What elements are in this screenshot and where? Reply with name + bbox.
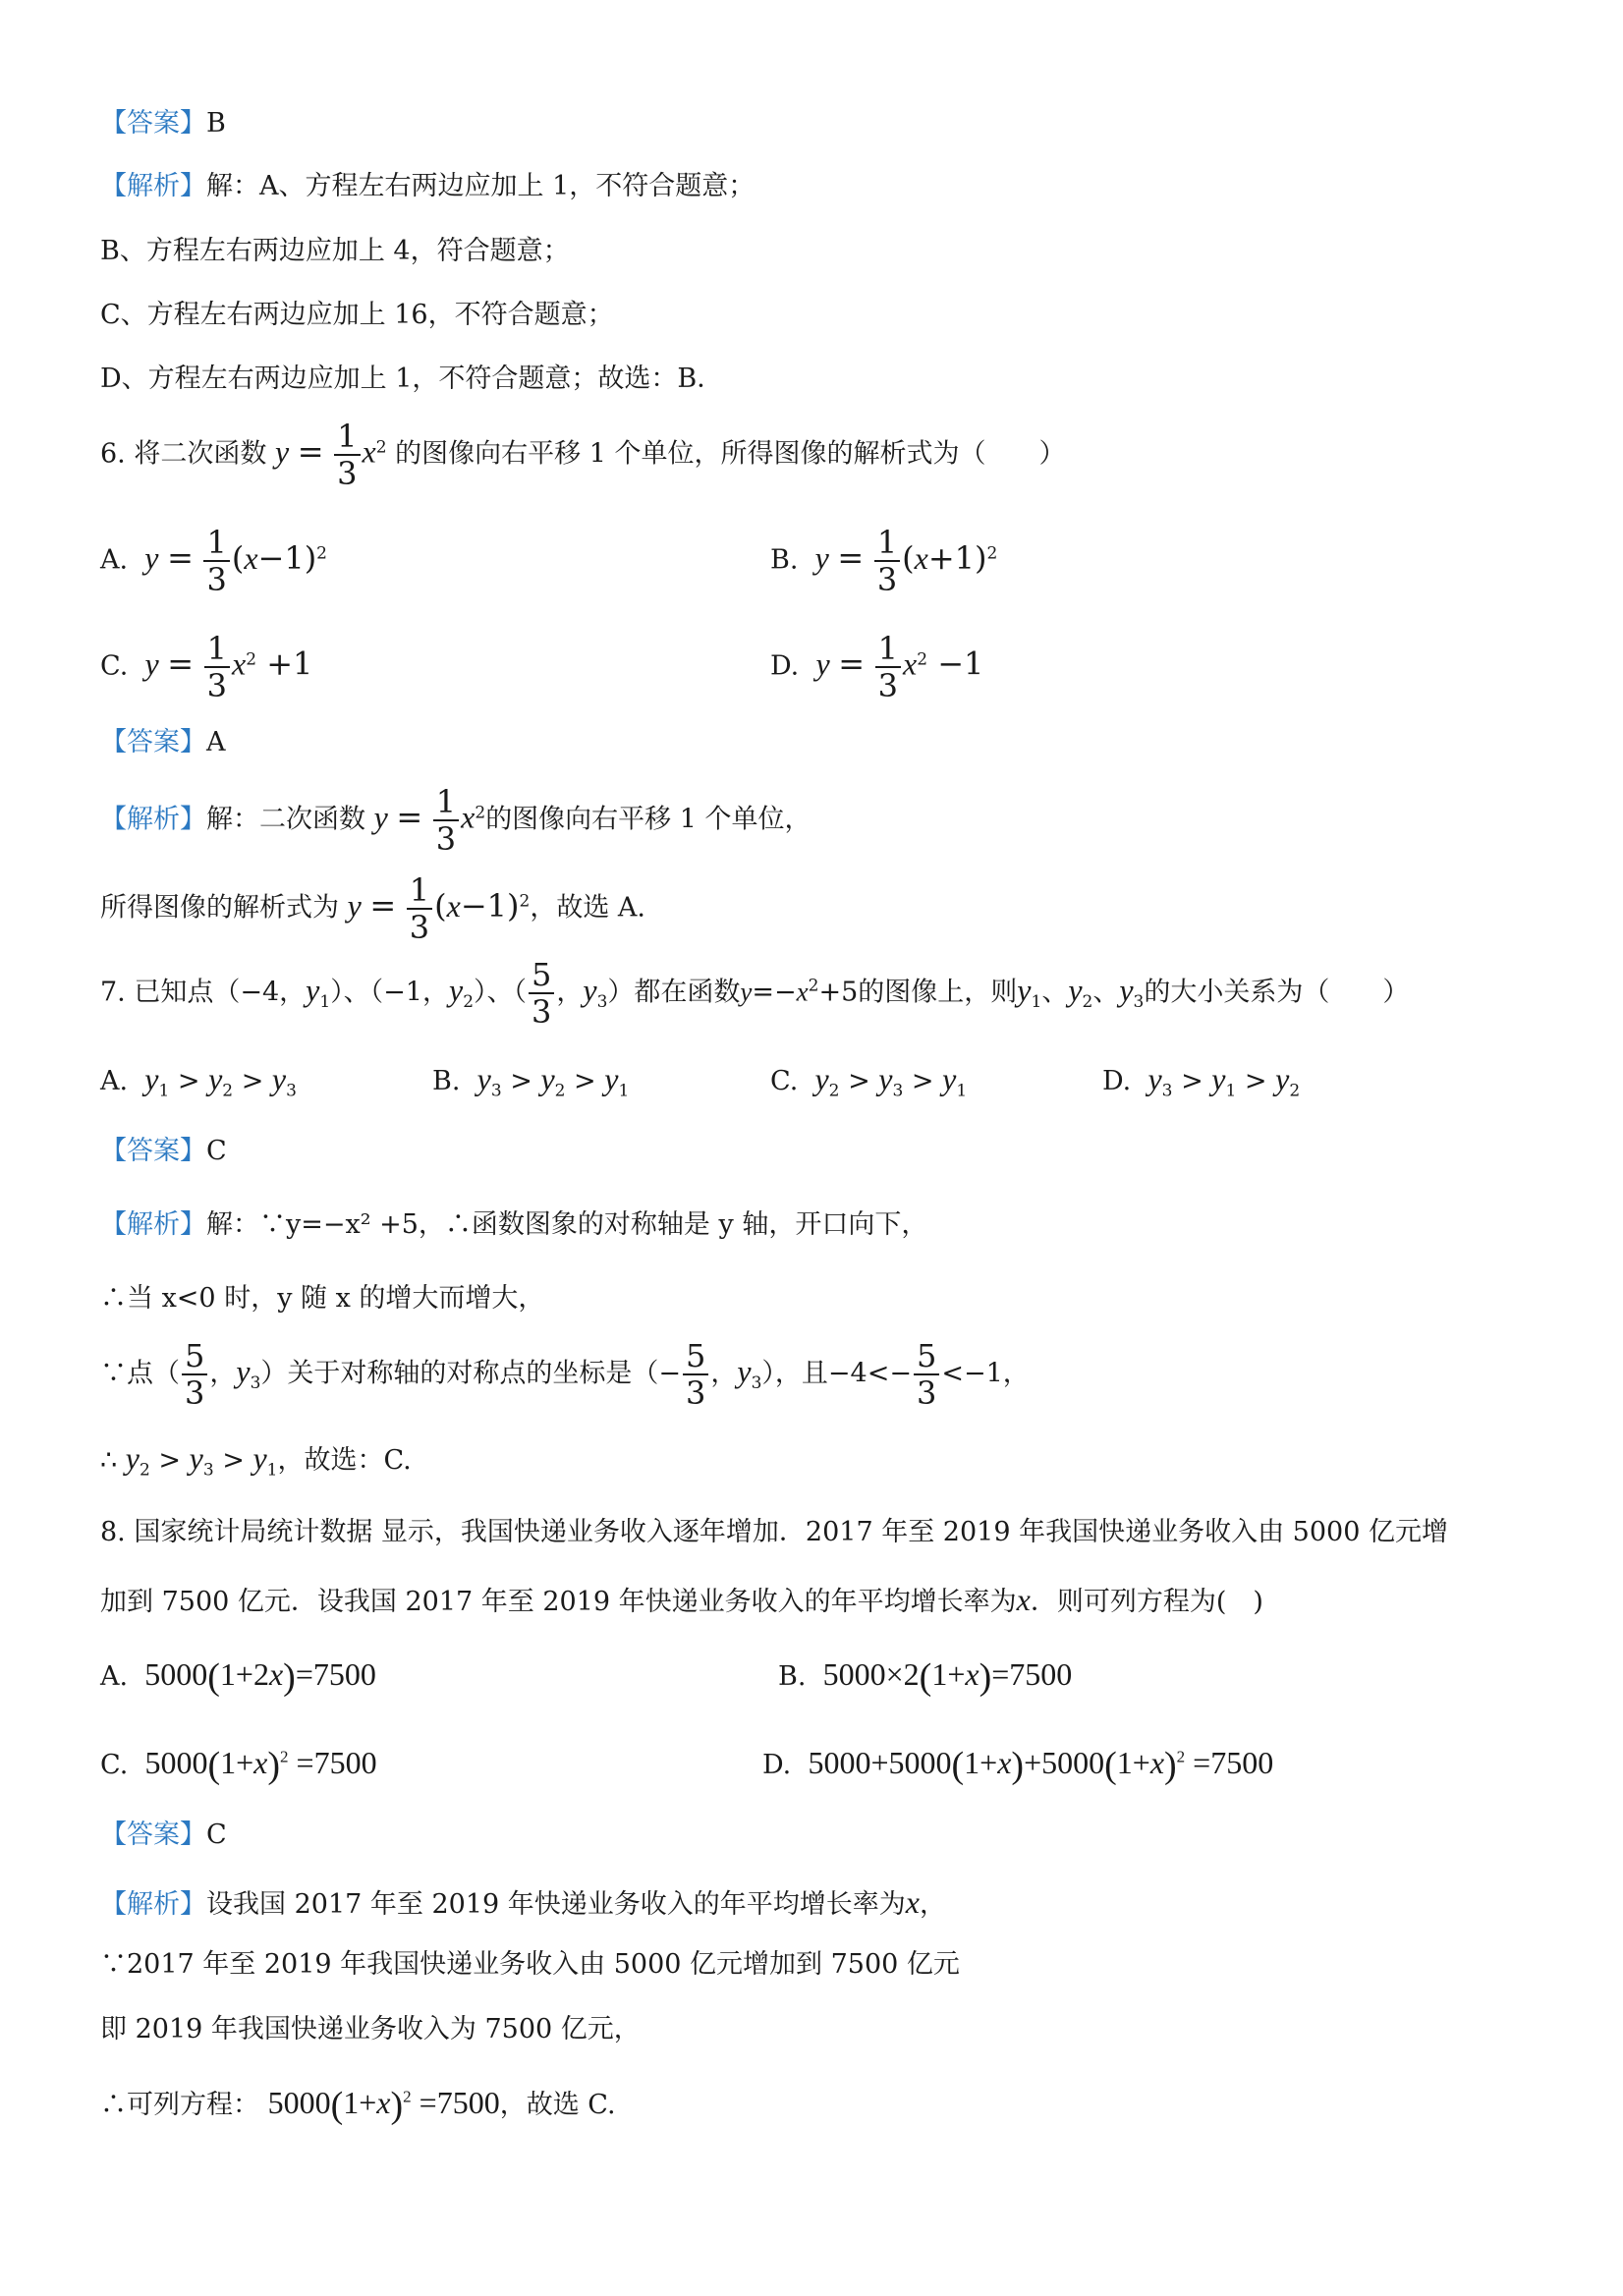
option-label: C. — [770, 1066, 799, 1096]
option-label: D. — [762, 1750, 792, 1780]
analysis-line: ∴ $y_2 > y_3 > y_1$，故选：C. — [100, 1440, 412, 1481]
question-8: 8. 国家统计局统计数据 显示，我国快递业务收入逐年增加．2017 年至 2019 年我国快递业务收入由 5000 亿元增 — [100, 1517, 1448, 1547]
analysis-text: ，故选 A. — [530, 892, 645, 924]
question-text: 的图像上，则 — [858, 977, 1018, 1008]
analysis-text: 解：二次函数 — [206, 804, 365, 835]
question-6: 6. 将二次函数 y = $\frac{1}{3}$ $x^2$ 的图像向右平移 1 个单位，所得图像的解析式为（ ） — [100, 418, 1066, 492]
analysis-text: 解：A、方程左右两边应加上 1，不符合题意； — [206, 171, 756, 201]
question-text: 加到 7500 亿元．设我国 2017 年至 2019 年快递业务收入的年平均增长率为 — [100, 1587, 1017, 1617]
analysis-line: ∵2017 年至 2019 年我国快递业务收入由 5000 亿元增加到 7500 亿元 — [100, 1949, 960, 1980]
answer-tag: 【答案】 — [100, 1136, 206, 1166]
option-label: A. — [100, 544, 129, 576]
analysis-text: 的图像向右平移 1 个单位， — [485, 804, 812, 835]
question-text: 的图像向右平移 1 个单位，所得图像的解析式为（ ） — [395, 438, 1066, 470]
analysis-tag: 【解析】 — [100, 804, 206, 835]
option-label: C. — [100, 650, 129, 682]
analysis-line: ∴当 x<0 时，y 随 x 的增大而增大， — [100, 1283, 545, 1314]
analysis-line: C、方程左右两边应加上 16，不符合题意； — [100, 300, 614, 330]
answer-text: C — [206, 1820, 227, 1850]
answer-tag: 【答案】 — [100, 1820, 206, 1850]
option-label: A. — [100, 1066, 129, 1096]
analysis-text: ∵点（ — [100, 1358, 180, 1389]
question-8-line2 — [100, 1584, 1263, 1615]
analysis-line: ∴可列方程： $5000(1+x)^2 =7500$，故选 C. — [100, 2085, 616, 2126]
analysis-line: B、方程左右两边应加上 4，符合题意； — [100, 236, 570, 266]
option-d: D. $y_3 > y_1 > y_2$ — [1102, 1061, 1301, 1101]
answer-text: A — [206, 727, 226, 757]
analysis-line — [100, 1211, 927, 1238]
analysis-tag: 【解析】 — [100, 1889, 206, 1920]
option-label: B. — [778, 1661, 807, 1692]
option-c: C. $5000(1+x)^2 =7500$ — [100, 1745, 377, 1786]
option-a: A. y = $\frac{1}{3}$ $(x-1)^2$ — [100, 524, 327, 598]
answer-line — [100, 1821, 227, 1848]
analysis-text: 所得图像的解析式为 — [100, 892, 339, 924]
option-label: D. — [1102, 1066, 1132, 1096]
option-d: D. y = $\frac{1}{3}$ $x^2 -1$ — [770, 630, 984, 704]
analysis-tag: 【解析】 — [100, 1209, 206, 1240]
analysis-line — [100, 1886, 946, 1918]
analysis-text: ），且−4<− — [761, 1358, 912, 1389]
analysis-text: 设我国 2017 年至 2019 年快递业务收入的年平均增长率为 — [206, 1889, 906, 1920]
option-a: A. 5000(1+2x)=7500 — [100, 1656, 376, 1698]
question-text: 的大小关系为（ ） — [1144, 977, 1410, 1008]
analysis-text: ∴可列方程： — [100, 2090, 259, 2120]
answer-text: C — [206, 1136, 227, 1166]
question-text: ．则可列方程为( ) — [1030, 1587, 1263, 1617]
option-d: D. $5000+5000(1+x)+5000(1+x)^2 =7500$ — [762, 1745, 1274, 1786]
analysis-line: 【解析】解：二次函数 y = $\frac{1}{3}$ $x^2$的图像向右平移 1 个单位， — [100, 783, 812, 858]
answer-line — [100, 1138, 227, 1164]
question-text: ， — [556, 977, 584, 1008]
analysis-tag: 【解析】 — [100, 171, 206, 201]
analysis-text: ， — [710, 1358, 738, 1389]
analysis-line: ∵点（ $\frac{5}{3}$ ，$y_3$）关于对称轴的对称点的坐标是（− $\frac{5}{3}$ ，$y_3$），且−4<− $\frac{5}{3}$ <−1， — [100, 1337, 1030, 1412]
analysis-text: <−1， — [941, 1358, 1030, 1389]
variable: x — [1016, 1582, 1031, 1617]
question-7: 7. 已知点（−4，$y_1$）、（−1，$y_2$）、（ $\frac{5}{3}$ ，$y_3$）都在函数$y=-x^2+5$的图像上，则$y_1$、$y_2$、$y_3$的大小关系为（ ） — [100, 956, 1410, 1031]
question-text: ）、（−1， — [330, 977, 449, 1008]
analysis-text: ∴ — [100, 1445, 118, 1476]
analysis-line: 所得图像的解析式为 y = $\frac{1}{3}$ $(x-1)^2$，故选 A. — [100, 871, 645, 946]
option-label: A. — [100, 1661, 129, 1692]
analysis-line: D、方程左右两边应加上 1，不符合题意；故选：B． — [100, 364, 724, 394]
question-text: ）都在函数 — [607, 977, 741, 1008]
option-label: D. — [770, 650, 800, 682]
answer-tag: 【答案】 — [100, 727, 206, 757]
option-b: B. y = $\frac{1}{3}$ $(x+1)^2$ — [770, 524, 998, 598]
option-a: A. $y_1 > y_2 > y_3$ — [100, 1061, 297, 1101]
analysis-text: ，故选：C. — [277, 1445, 412, 1476]
question-text: 7. 已知点（−4， — [100, 977, 307, 1008]
answer-line — [100, 729, 226, 756]
variable: x — [905, 1884, 920, 1920]
analysis-text: ， — [919, 1889, 946, 1920]
analysis-text: 解：∵y=−x² +5，∴函数图象的对称轴是 y 轴，开口向下， — [206, 1209, 928, 1240]
analysis-text: ，故选 C. — [499, 2090, 616, 2120]
answer-line — [100, 110, 226, 137]
analysis-text: ）关于对称轴的对称点的坐标是（− — [260, 1358, 682, 1389]
option-label: B. — [770, 544, 799, 576]
option-c: C. $y_2 > y_3 > y_1$ — [770, 1061, 968, 1101]
fraction: $\frac{1}{3}$ — [334, 420, 360, 489]
option-b: B. 5000×2(1+x)=7500 — [778, 1656, 1073, 1698]
option-label: C. — [100, 1750, 129, 1780]
option-b: B. $y_3 > y_2 > y_1$ — [432, 1061, 630, 1101]
answer-text: B — [206, 108, 226, 139]
answer-tag: 【答案】 — [100, 108, 206, 139]
question-text: ）、（ — [474, 977, 528, 1008]
analysis-line: 即 2019 年我国快递业务收入为 7500 亿元， — [100, 2014, 641, 2044]
analysis-text: ， — [209, 1358, 237, 1389]
analysis-line — [100, 173, 755, 199]
option-c: C. y = $\frac{1}{3}$ $x^2 +1$ — [100, 630, 313, 704]
option-label: B. — [432, 1066, 461, 1096]
question-text: 6. 将二次函数 — [100, 438, 267, 470]
